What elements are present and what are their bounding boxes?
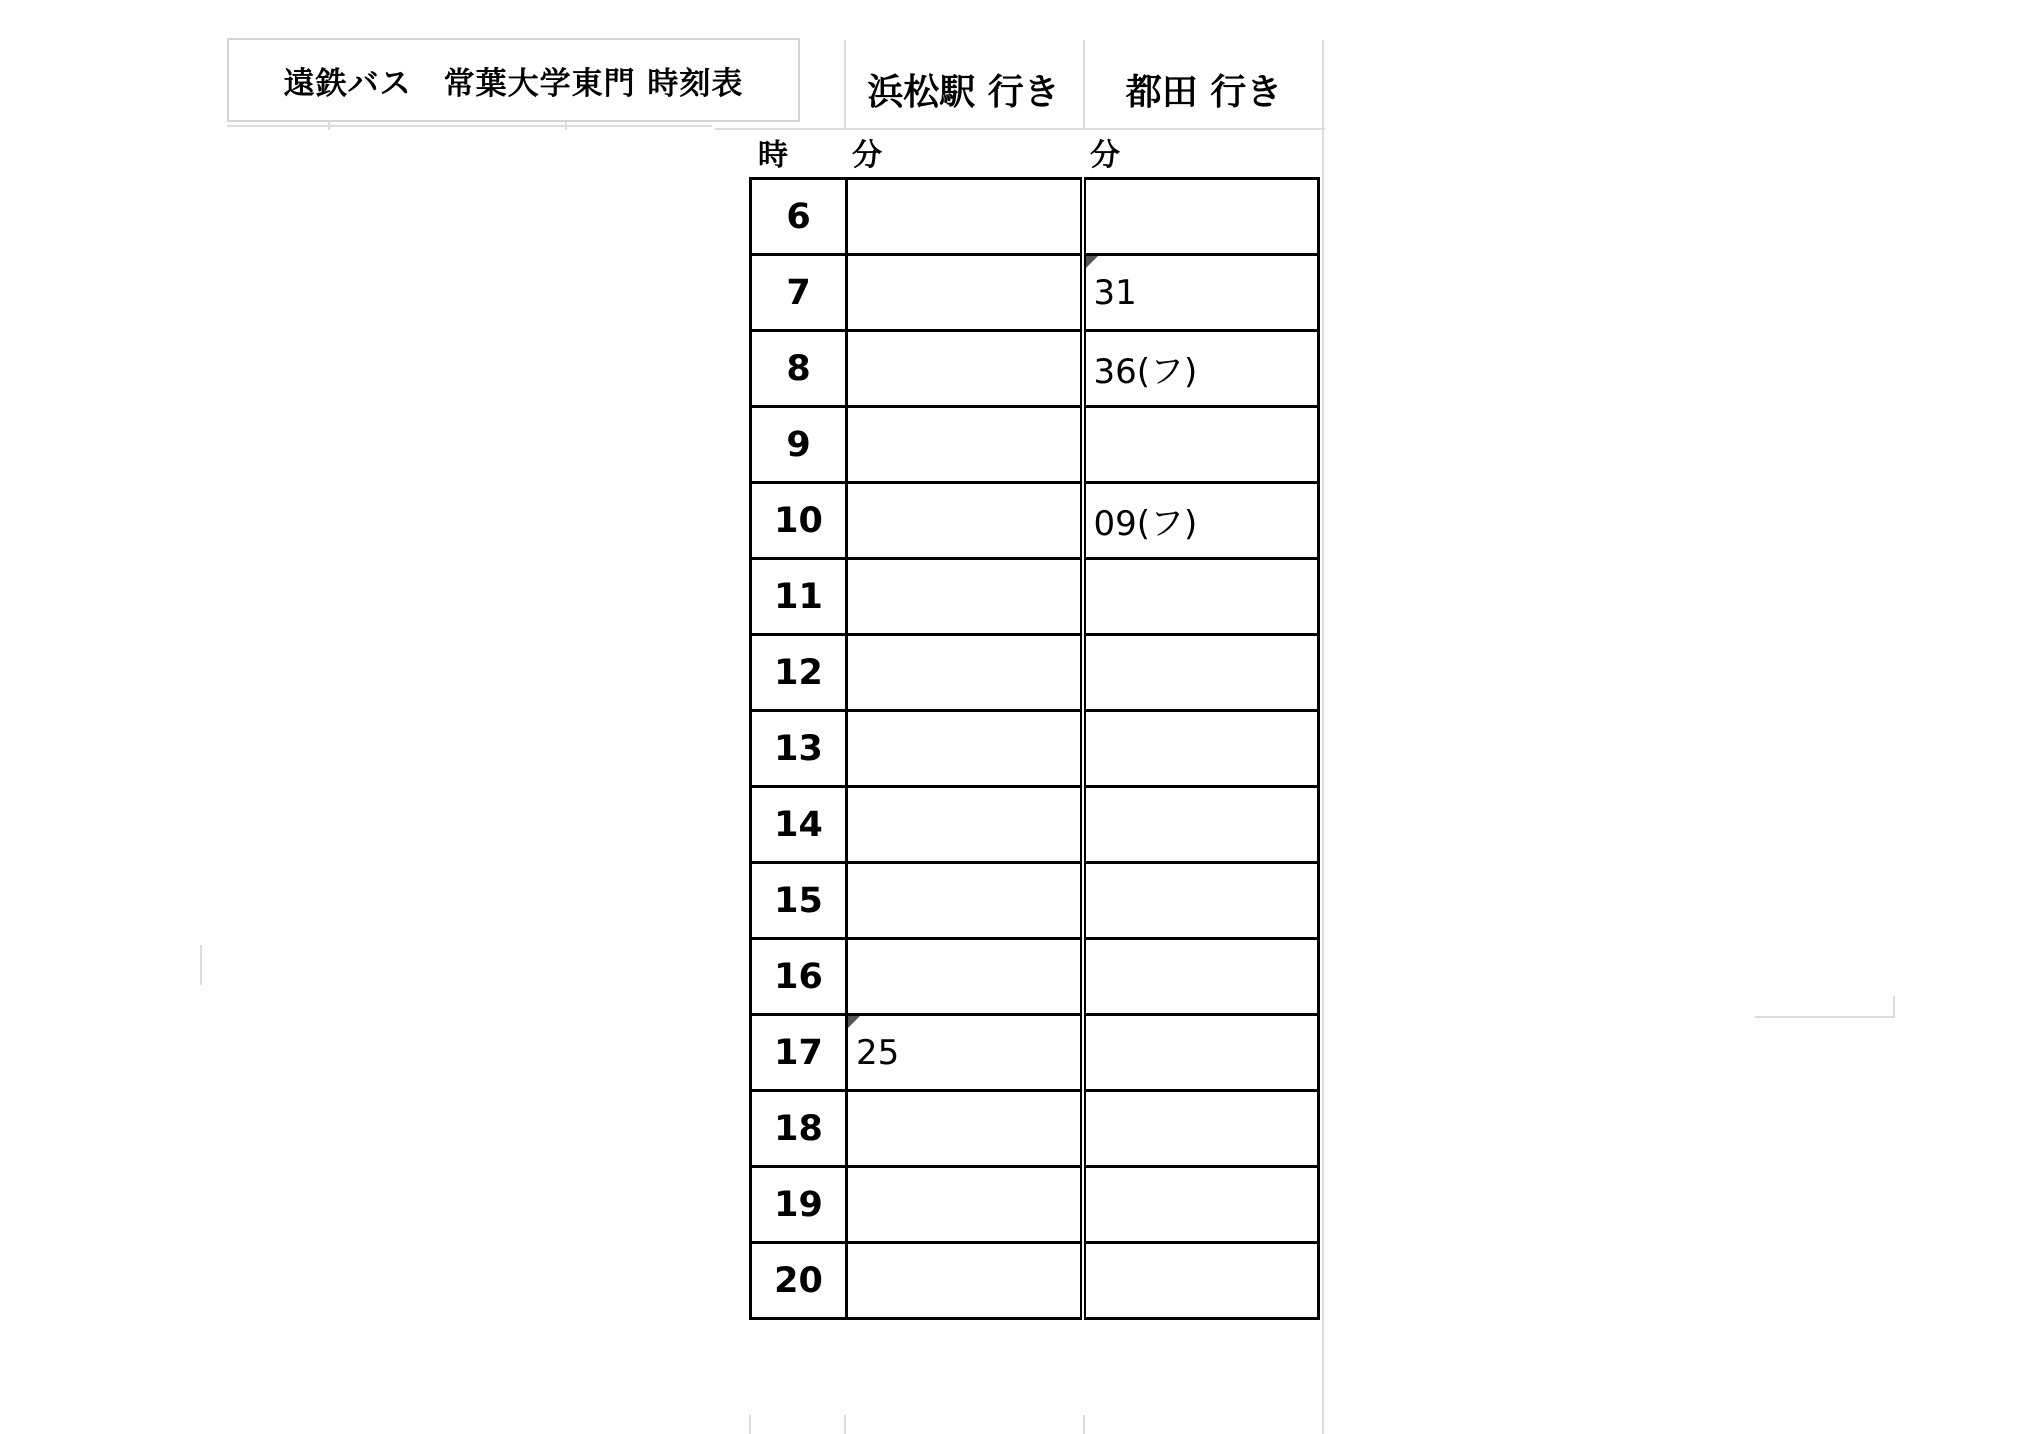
table-row bbox=[751, 483, 1319, 559]
hamamatsu-minutes-cell[interactable] bbox=[847, 179, 1083, 255]
hour-cell: 20 bbox=[751, 1243, 847, 1319]
table-row bbox=[751, 407, 1319, 483]
timetable-grid bbox=[749, 177, 1320, 1320]
hour-cell: 10 bbox=[751, 483, 847, 559]
miyakoda-minutes-cell[interactable] bbox=[1083, 407, 1319, 483]
miyakoda-minutes-cell[interactable] bbox=[1083, 1015, 1319, 1091]
table-row bbox=[751, 1243, 1319, 1319]
hamamatsu-minutes-cell[interactable] bbox=[847, 939, 1083, 1015]
gridline bbox=[200, 945, 202, 985]
hamamatsu-minutes-cell[interactable] bbox=[847, 559, 1083, 635]
timetable-body bbox=[751, 179, 1319, 1319]
hamamatsu-minutes-cell[interactable] bbox=[847, 331, 1083, 407]
hour-cell: 9 bbox=[751, 407, 847, 483]
comment-indicator-icon bbox=[1086, 256, 1098, 268]
gridline bbox=[749, 1415, 751, 1434]
hamamatsu-minutes-cell[interactable] bbox=[847, 255, 1083, 331]
hamamatsu-minutes-cell[interactable] bbox=[847, 1015, 1083, 1091]
gridline bbox=[1755, 1016, 1895, 1018]
hamamatsu-minutes-cell[interactable] bbox=[847, 1167, 1083, 1243]
hour-cell: 17 bbox=[751, 1015, 847, 1091]
table-row bbox=[751, 331, 1319, 407]
table-row bbox=[751, 559, 1319, 635]
table-row bbox=[751, 863, 1319, 939]
timetable-title: 遠鉄バス 常葉大学東門 時刻表 bbox=[227, 38, 800, 122]
hour-cell: 11 bbox=[751, 559, 847, 635]
hamamatsu-minutes-cell[interactable] bbox=[847, 1091, 1083, 1167]
miyakoda-minutes-cell[interactable] bbox=[1083, 255, 1319, 331]
miyakoda-minutes-cell[interactable] bbox=[1083, 179, 1319, 255]
gridline bbox=[328, 122, 330, 130]
miyakoda-minutes-cell[interactable] bbox=[1083, 1167, 1319, 1243]
hamamatsu-minutes-cell[interactable] bbox=[847, 407, 1083, 483]
gridline bbox=[844, 1415, 846, 1434]
table-row bbox=[751, 1015, 1319, 1091]
minute-subheader-hamamatsu: 分 bbox=[852, 138, 882, 173]
hour-cell: 7 bbox=[751, 255, 847, 331]
miyakoda-minutes-cell[interactable] bbox=[1083, 483, 1319, 559]
gridline bbox=[1893, 996, 1895, 1018]
table-row bbox=[751, 179, 1319, 255]
miyakoda-minutes: 36(フ) bbox=[1093, 352, 1198, 392]
hamamatsu-minutes-cell[interactable] bbox=[847, 1243, 1083, 1319]
hour-cell: 6 bbox=[751, 179, 847, 255]
column-header-miyakoda: 都田 行き bbox=[1125, 71, 1283, 113]
miyakoda-minutes-cell[interactable] bbox=[1083, 863, 1319, 939]
miyakoda-minutes-cell[interactable] bbox=[1083, 939, 1319, 1015]
table-row bbox=[751, 1167, 1319, 1243]
miyakoda-minutes-cell[interactable] bbox=[1083, 787, 1319, 863]
hour-cell: 8 bbox=[751, 331, 847, 407]
hamamatsu-minutes-cell[interactable] bbox=[847, 787, 1083, 863]
column-header-hamamatsu: 浜松駅 行き bbox=[867, 71, 1060, 113]
gridline bbox=[1083, 1415, 1085, 1434]
gridline bbox=[227, 125, 712, 127]
hour-cell: 13 bbox=[751, 711, 847, 787]
table-row bbox=[751, 635, 1319, 711]
hamamatsu-minutes: 25 bbox=[856, 1032, 900, 1073]
minute-subheader-miyakoda: 分 bbox=[1090, 138, 1120, 173]
hamamatsu-minutes-cell[interactable] bbox=[847, 711, 1083, 787]
hour-cell: 12 bbox=[751, 635, 847, 711]
miyakoda-minutes: 31 bbox=[1093, 272, 1137, 313]
hour-cell: 18 bbox=[751, 1091, 847, 1167]
miyakoda-minutes-cell[interactable] bbox=[1083, 1243, 1319, 1319]
hour-cell: 16 bbox=[751, 939, 847, 1015]
gridline bbox=[1322, 40, 1324, 1434]
table-row bbox=[751, 787, 1319, 863]
table-row bbox=[751, 711, 1319, 787]
hour-cell: 14 bbox=[751, 787, 847, 863]
miyakoda-minutes-cell[interactable] bbox=[1083, 635, 1319, 711]
comment-indicator-icon bbox=[848, 1016, 860, 1028]
miyakoda-minutes-cell[interactable] bbox=[1083, 1091, 1319, 1167]
miyakoda-minutes-cell[interactable] bbox=[1083, 331, 1319, 407]
gridline bbox=[565, 122, 567, 130]
hour-cell: 19 bbox=[751, 1167, 847, 1243]
miyakoda-minutes: 09(フ) bbox=[1093, 504, 1198, 544]
hamamatsu-minutes-cell[interactable] bbox=[847, 635, 1083, 711]
hour-cell: 15 bbox=[751, 863, 847, 939]
hamamatsu-minutes-cell[interactable] bbox=[847, 863, 1083, 939]
table-row bbox=[751, 1091, 1319, 1167]
miyakoda-minutes-cell[interactable] bbox=[1083, 559, 1319, 635]
hamamatsu-minutes-cell[interactable] bbox=[847, 483, 1083, 559]
table-row bbox=[751, 255, 1319, 331]
hour-subheader: 時 bbox=[758, 138, 788, 173]
table-row bbox=[751, 939, 1319, 1015]
miyakoda-minutes-cell[interactable] bbox=[1083, 711, 1319, 787]
